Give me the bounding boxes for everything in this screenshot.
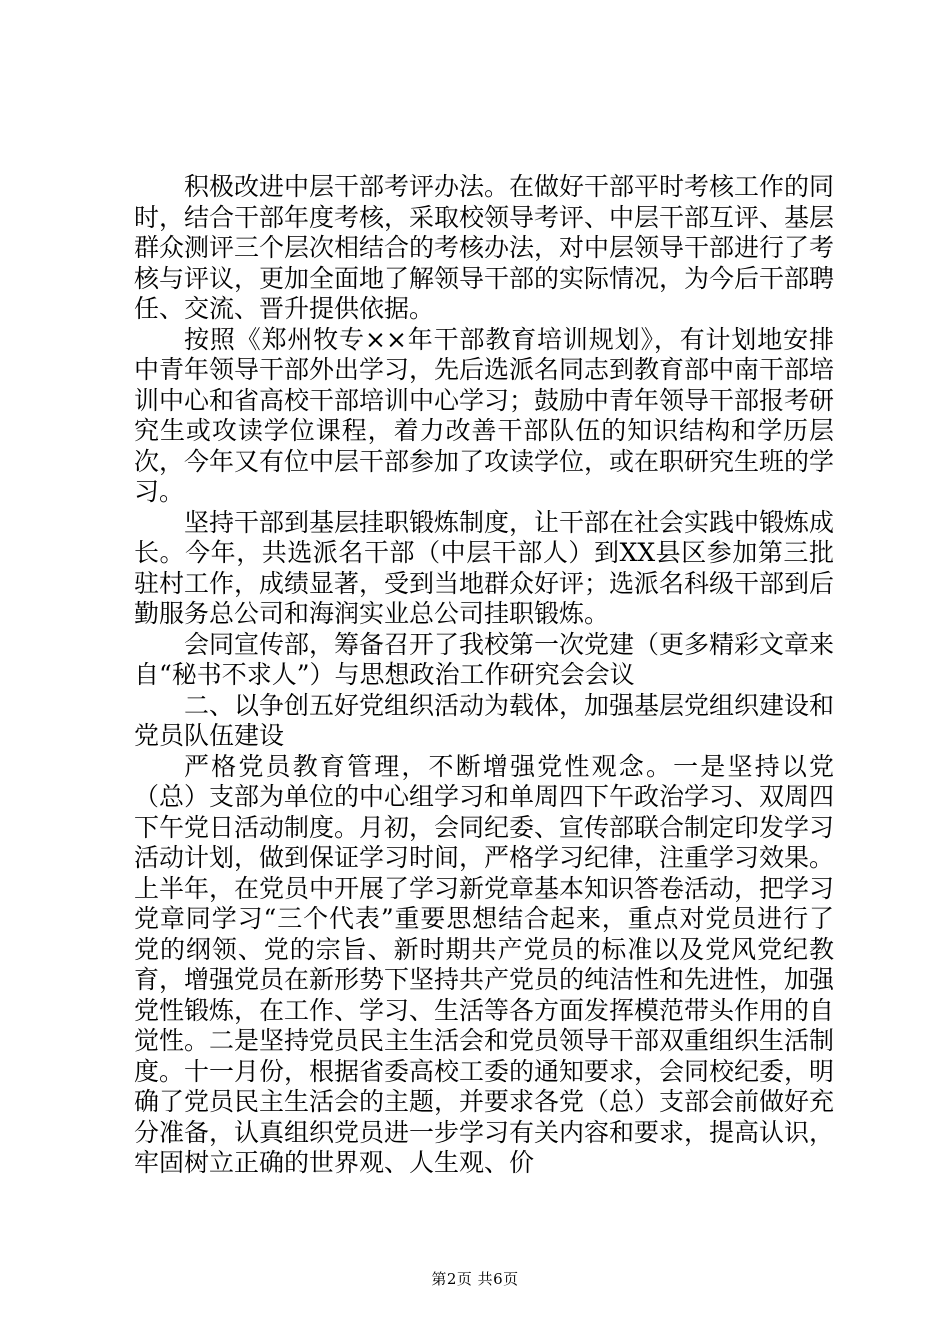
paragraph-cadre-evaluation: 积极改进中层干部考评办法。在做好干部平时考核工作的同时，结合干部年度考核，采取校领导考评、中层干部互评、基层群众测评三个层次相结合的考核办法，对中层领导干部进行了考核与评议，更加全面地了解领导干部的实际情况，为今后干部聘任、交流、晋升提供依据。 <box>134 172 835 323</box>
paragraph-member-education: 严格党员教育管理，不断增强党性观念。一是坚持以党（总）支部为单位的中心组学习和单周四下午政治学习、双周四下午党日活动制度。月初，会同纪委、宣传部联合制定印发学习活动计划，做到保证学习时间，严格学习纪律，注重学习效果。上半年，在党员中开展了学习新党章基本知识答卷活动，把学习党章同学习“三个代表”重要思想结合起来，重点对党员进行了党的纲领、党的宗旨、新时期共产党员的标准以及党风党纪教育，增强党员在新形势下坚持共产党员的纯洁性和先进性，加强党性锻炼，在工作、学习、生活等各方面发挥模范带头作用的自觉性。二是坚持党员民主生活会和党员领导干部双重组织生活制度。十一月份，根据省委高校工委的通知要求，会同校纪委，明确了党员民主生活会的主题，并要求各党（总）支部会前做好充分准备，认真组织党员进一步学习有关内容和要求，提高认识，牢固树立正确的世界观、人生观、价 <box>134 751 835 1177</box>
paragraph-grassroots-posting: 坚持干部到基层挂职锻炼制度，让干部在社会实践中锻炼成长。今年，共选派名干部（中层干部人）到XX县区参加第三批驻村工作，成绩显著，受到当地群众好评；选派名科级干部到后勤服务总公司和海润实业总公司挂职锻炼。 <box>134 507 835 628</box>
section-heading-two: 二、以争创五好党组织活动为载体，加强基层党组织建设和党员队伍建设 <box>134 690 835 750</box>
paragraph-party-building-meeting: 会同宣传部，筹备召开了我校第一次党建（更多精彩文章来自“秘书不求人”）与思想政治工作研究会会议 <box>134 629 835 689</box>
paragraph-cadre-training: 按照《郑州牧专××年干部教育培训规划》，有计划地安排中青年领导干部外出学习，先后选派名同志到教育部中南干部培训中心和省高校干部培训中心学习；鼓励中青年领导干部报考研究生或攻读学位课程，着力改善干部队伍的知识结构和学历层次，今年又有位中层干部参加了攻读学位，或在职研究生班的学习。 <box>134 324 835 506</box>
document-body <box>134 172 834 1179</box>
page-footer: 第2页 共6页 <box>431 1270 519 1288</box>
